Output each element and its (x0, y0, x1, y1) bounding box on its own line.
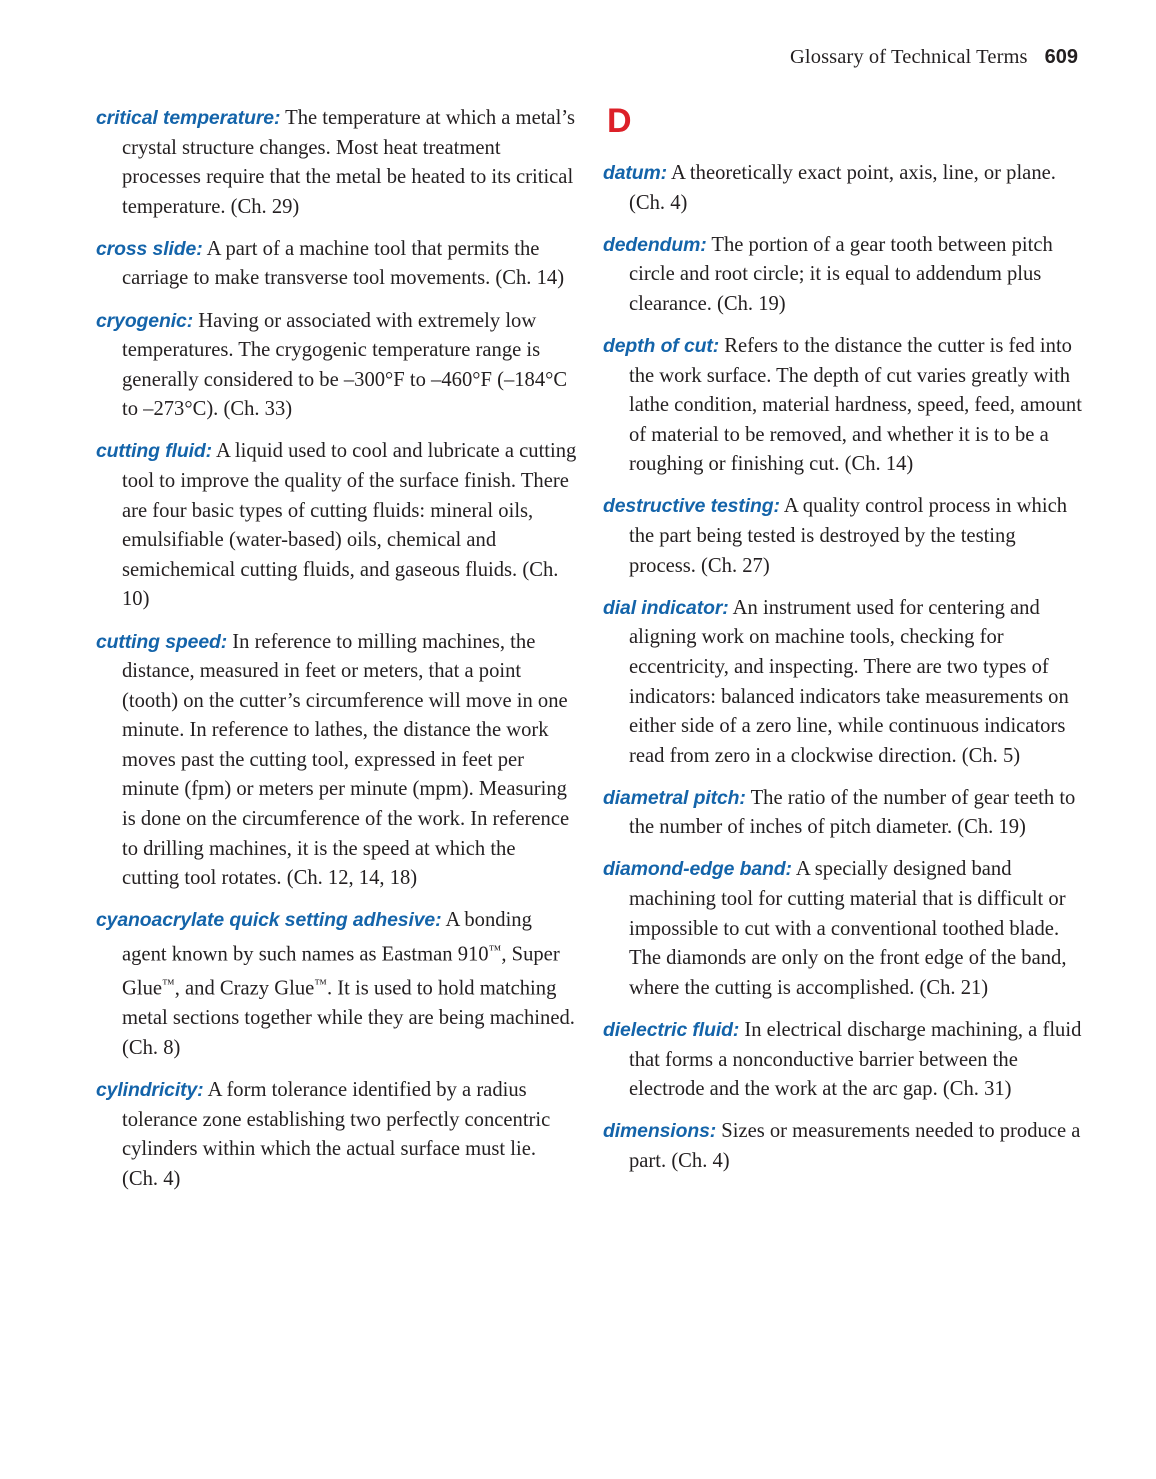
glossary-definition: In reference to milling machines, the distance, measured in feet or meters, that a point (tooth) on the cutter’s circumference will move in one minute. In reference to lathes, the distance the work moves past the cutting tool, expressed in feet per minute (fpm) or meters per minute (mpm). Measuring is done on the circumference of the work. In reference to drilling machines, it is the speed at which the cutting tool rotates. (Ch. 12, 14, 18) (122, 630, 570, 890)
glossary-term: cross slide: (96, 237, 203, 260)
letter-section-heading: D (607, 102, 632, 140)
running-head (790, 46, 1078, 69)
glossary-term: dial indicator: (603, 596, 729, 619)
glossary-definition: A form tolerance identified by a radius tolerance zone establishing two perfectly concentric cylinders within which the actual surface must lie. (Ch. 4) (122, 1079, 551, 1190)
glossary-term: datum: (603, 162, 668, 184)
glossary-term: cryogenic: (96, 309, 194, 332)
glossary-term: critical temperature: (96, 107, 281, 129)
glossary-definition-part: . It is used to hold matching metal sections together while they are being machined. (Ch. 8) (122, 977, 575, 1059)
glossary-entry (603, 855, 1084, 1003)
glossary-term: cutting speed: (96, 630, 228, 653)
glossary-entry (603, 231, 1084, 320)
glossary-definition: The ratio of the number of gear teeth to the number of inches of pitch diameter. (Ch. 19) (629, 786, 1076, 839)
glossary-entry (96, 906, 577, 1063)
glossary-definition: A specially designed band machining tool for cutting material that is difficult or impossible to cut with a conventional toothed blade. The diamonds are only on the front edge of the band, where the cutting is accomplished. (Ch. 21) (629, 858, 1067, 999)
glossary-entry (603, 594, 1084, 772)
glossary-entry (603, 159, 1084, 218)
glossary-entry (96, 628, 577, 894)
glossary-definition: Sizes or measurements needed to produce a part. (Ch. 4) (629, 1120, 1081, 1172)
glossary-definition-part: , Super Glue (122, 943, 560, 1000)
glossary-entry (96, 307, 577, 425)
running-head-title: Glossary of Technical Terms (790, 46, 1028, 68)
glossary-definition: Having or associated with extremely low temperatures. The crygogenic temperature range is generally considered to be –300°F to –460°F (–184°C to –273°C). (Ch. 33) (122, 309, 568, 421)
trademark-symbol: ™ (314, 977, 327, 992)
glossary-entry (96, 104, 577, 222)
glossary-term: diamond-edge band: (603, 858, 792, 881)
glossary-entry (603, 332, 1084, 480)
glossary-entry (603, 1117, 1084, 1176)
glossary-entry (96, 437, 577, 615)
glossary-definition-part: , and Crazy Glue (174, 977, 315, 1000)
glossary-term: cutting fluid: (96, 440, 212, 463)
trademark-symbol: ™ (162, 977, 175, 992)
glossary-definition: An instrument used for centering and aligning work on machine tools, checking for eccentricity, and inspecting. There are two types of indicators: balanced indicators take measurements on either side of a zero line, while continuous indicators read from zero in a clockwise direction. (Ch. 5) (629, 596, 1069, 767)
glossary-definition: A quality control process in which the part being tested is destroyed by the testing process. (Ch. 27) (629, 495, 1068, 577)
page-number: 609 (1044, 46, 1078, 68)
glossary-definition: A liquid used to cool and lubricate a cutting tool to improve the quality of the surface finish. There are four basic types of cutting fluids: mineral oils, emulsifiable (water-based) oils, chemical and semichemical cutting fluids, and gaseous fluids. (Ch. 10) (122, 440, 577, 611)
glossary-entry (603, 1016, 1084, 1105)
glossary-definition-part: A bonding agent known by such names as Eastman 910 (122, 909, 532, 966)
glossary-term: depth of cut: (603, 334, 720, 357)
glossary-definition: A part of a machine tool that permits the carriage to make transverse tool movements. (Ch. 14) (122, 237, 565, 290)
glossary-term: cylindricity: (96, 1079, 204, 1102)
glossary-term: destructive testing: (603, 495, 780, 518)
trademark-symbol: ™ (488, 942, 502, 957)
glossary-definition: Refers to the distance the cutter is fed into the work surface. The depth of cut varies greatly with lathe condition, material hardness, speed, feed, amount of material to be removed, and whether it is to be a roughing or finishing cut. (Ch. 14) (629, 334, 1082, 476)
left-column (96, 104, 577, 1194)
glossary-definition: The temperature at which a metal’s crystal structure changes. Most heat treatment processes require that the metal be heated to its critical temperature. (Ch. 29) (122, 107, 576, 218)
glossary-definition: A theoretically exact point, axis, line, or plane. (Ch. 4) (629, 162, 1056, 214)
glossary-entry (96, 235, 577, 294)
glossary-entry (96, 1076, 577, 1194)
two-column-body (96, 104, 1084, 1194)
glossary-entry (603, 784, 1084, 843)
glossary-term: cyanoacrylate quick setting adhesive: (96, 909, 442, 932)
glossary-definition: In electrical discharge machining, a fluid that forms a nonconductive barrier between the electrode and the work at the arc gap. (Ch. 31) (629, 1018, 1082, 1101)
glossary-term: diametral pitch: (603, 786, 746, 809)
right-column (603, 104, 1084, 1194)
glossary-term: dedendum: (603, 233, 707, 256)
glossary-definition: The portion of a gear tooth between pitch circle and root circle; it is equal to addendum plus clearance. (Ch. 19) (629, 233, 1053, 315)
glossary-term: dimensions: (603, 1120, 717, 1143)
glossary-term: dielectric fluid: (603, 1018, 740, 1041)
glossary-entry (603, 492, 1084, 581)
